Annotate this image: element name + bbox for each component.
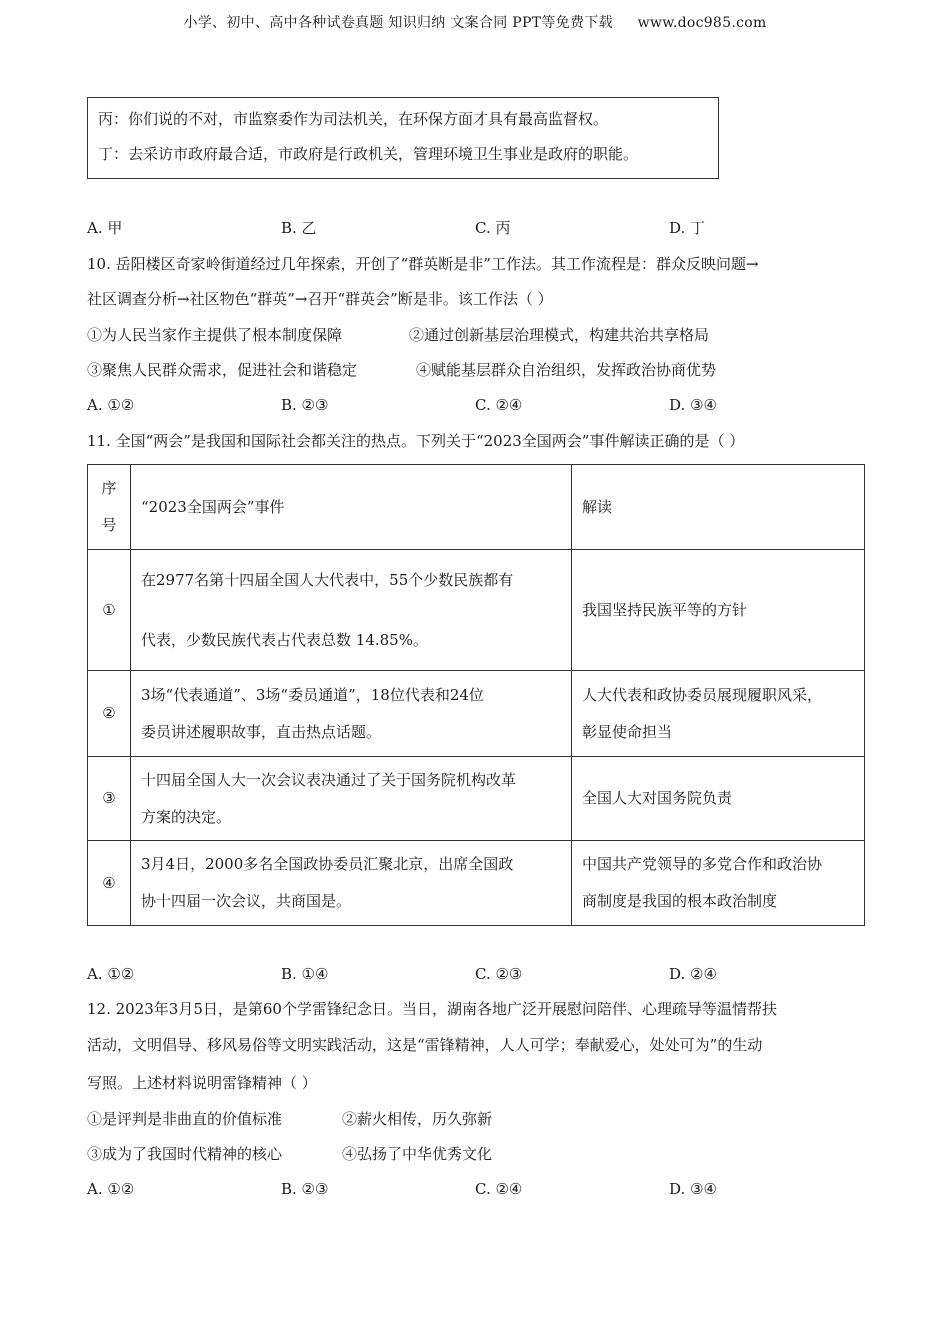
q10-statements — [87, 323, 867, 347]
option-a[interactable]: A. ①② — [87, 1180, 135, 1198]
material-line: 丙：你们说的不对，市监察委作为司法机关，在环保方面才具有最高监督权。 — [98, 110, 609, 128]
option-c[interactable]: C. 丙 — [475, 219, 511, 237]
statement-4: ④弘扬了中华优秀文化 — [342, 1145, 493, 1163]
table-row — [88, 550, 865, 671]
option-d[interactable]: D. 丁 — [669, 219, 706, 237]
statement-1: ①是评判是非曲直的价值标准 — [87, 1110, 283, 1128]
option-b[interactable]: B. ②③ — [281, 1180, 329, 1198]
option-c[interactable]: C. ②④ — [475, 396, 523, 414]
row-event: 十四届全国人大一次会议表决通过了关于国务院机构改革 方案的决定。 — [131, 757, 572, 841]
material-line: 丁：去采访市政府最合适，市政府是行政机关，管理环境卫生事业是政府的职能。 — [98, 145, 639, 163]
option-c[interactable]: C. ②③ — [475, 965, 523, 983]
q11-options — [87, 962, 867, 986]
material-box — [87, 97, 719, 179]
option-b[interactable]: B. ②③ — [281, 396, 329, 414]
statement-3: ③成为了我国时代精神的核心 — [87, 1145, 283, 1163]
q11-table — [87, 464, 865, 926]
statement-1: ①为人民当家作主提供了根本制度保障 — [87, 326, 343, 344]
option-b[interactable]: B. 乙 — [281, 219, 317, 237]
q12-stem: 12. 2023年3月5日，是第60个学雷锋纪念日。当日，湖南各地广泛开展慰问陪伴、心理疏导等温情帮扶 — [87, 1000, 777, 1018]
q10-stem: 社区调查分析→社区物色“群英”→召开“群英会”断是非。该工作法（ ） — [87, 290, 553, 308]
row-no: ④ — [88, 841, 131, 926]
option-a[interactable]: A. ①② — [87, 965, 135, 983]
row-event: 在2977名第十四届全国人大代表中，55个少数民族都有 代表，少数民族代表占代表总数 14.85%。 — [131, 550, 572, 671]
q12-stem: 活动，文明倡导、移风易俗等文明实践活动，这是“雷锋精神，人人可学；奉献爱心，处处可为”的生动 — [87, 1036, 763, 1054]
statement-2: ②通过创新基层治理模式，构建共治共享格局 — [409, 326, 710, 344]
header-event: “2023全国两会”事件 — [131, 465, 572, 550]
q12-statements — [87, 1142, 867, 1166]
q9-options — [87, 216, 867, 240]
row-no: ① — [88, 550, 131, 671]
q10-statements — [87, 358, 867, 382]
table-row — [88, 841, 865, 926]
option-d[interactable]: D. ③④ — [669, 1180, 717, 1198]
header-no: 序号 — [88, 465, 131, 550]
row-event: 3月4日，2000多名全国政协委员汇聚北京，出席全国政 协十四届一次会议，共商国是。 — [131, 841, 572, 926]
page-header — [0, 12, 950, 32]
row-interp: 我国坚持民族平等的方针 — [572, 550, 865, 671]
statement-4: ④赋能基层群众自治组织，发挥政治协商优势 — [416, 361, 717, 379]
row-interp: 中国共产党领导的多党合作和政治协 商制度是我国的根本政治制度 — [572, 841, 865, 926]
row-interp: 全国人大对国务院负责 — [572, 757, 865, 841]
option-a[interactable]: A. ①② — [87, 396, 135, 414]
option-a[interactable]: A. 甲 — [87, 219, 123, 237]
header-text: 小学、初中、高中各种试卷真题 知识归纳 文案合同 PPT等免费下载 — [183, 15, 613, 31]
q12-options — [87, 1177, 867, 1201]
q10-options — [87, 393, 867, 417]
table-header-row — [88, 465, 865, 550]
row-event: 3场“代表通道”、3场“委员通道”，18位代表和24位 委员讲述履职故事，直击热点话题。 — [131, 671, 572, 757]
option-c[interactable]: C. ②④ — [475, 1180, 523, 1198]
q12-stem: 写照。上述材料说明雷锋精神（ ） — [87, 1074, 317, 1092]
row-no: ③ — [88, 757, 131, 841]
option-d[interactable]: D. ③④ — [669, 396, 717, 414]
q12-statements — [87, 1107, 867, 1131]
q11-stem: 11. 全国“两会”是我国和国际社会都关注的热点。下列关于“2023全国两会”事件解读正确的是（ ） — [87, 432, 745, 450]
row-interp: 人大代表和政协委员展现履职风采， 彰显使命担当 — [572, 671, 865, 757]
table-row — [88, 671, 865, 757]
q10-stem: 10. 岳阳楼区奇家岭街道经过几年探索，开创了“群英断是非”工作法。其工作流程是：群众反映问题→ — [87, 255, 759, 273]
option-b[interactable]: B. ①④ — [281, 965, 329, 983]
statement-2: ②薪火相传，历久弥新 — [342, 1110, 493, 1128]
option-d[interactable]: D. ②④ — [669, 965, 717, 983]
statement-3: ③聚焦人民群众需求，促进社会和谐稳定 — [87, 361, 358, 379]
header-interp: 解读 — [572, 465, 865, 550]
row-no: ② — [88, 671, 131, 757]
header-site: www.doc985.com — [637, 15, 767, 31]
table-row — [88, 757, 865, 841]
